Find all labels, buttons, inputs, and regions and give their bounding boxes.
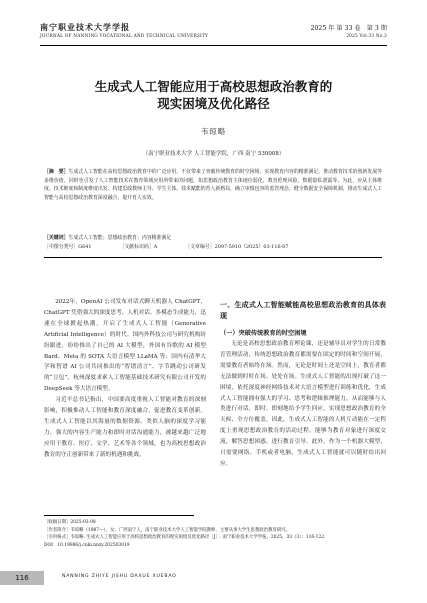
keywords-label: ［关键词］ xyxy=(44,235,69,241)
page-footer xyxy=(0,571,427,585)
clc-number: ［中图分类号］G641 xyxy=(44,244,92,250)
keywords xyxy=(44,234,382,243)
footnote-received: ［收稿日期］2025-03-08 xyxy=(44,520,96,525)
body-column-right xyxy=(220,300,386,470)
page-number: 116 xyxy=(0,571,44,585)
body-paragraph: 习近平总书记指出，中国要高度重视人工智能对教育的深刻影响，积极推动人工智能和教育深度融合，促进教育变革创新。生成式人工智能以其海量的数据资源、类似人脑的深度学习能力、强大的内容生产能力和即时对话沟通能力，被越来越广泛地应用于教育、医疗、文学、艺术等各个领域，也为高校思想政治教育的守正创新带来了新的机遇和挑战。 xyxy=(44,397,206,458)
keywords-text: 生成式人工智能；思想政治教育；内容精准满足 xyxy=(68,235,172,241)
footnotes xyxy=(44,519,386,549)
section-heading: 一、生成式人工智能赋能高校思想政治教育的具体表现 xyxy=(220,301,386,320)
body-column-left xyxy=(44,297,206,461)
abstract xyxy=(44,168,382,202)
classification-line xyxy=(44,243,382,250)
abstract-text: 生成式人工智能在高校思想政治教育中的广泛应用，不仅带来了突破传统教育的时空困境、实现教育内容的精准满足、推动教育技术的创新发展等多维价值，同时也引发了人工智能技术在教育领域应用所带来的问题，如思想政治教育主体地位弱化、教育伦理风险、数据隐私泄露等。为此，应从主体维度、技术维度和制度维度出发，构建思政教师主导、学生主体、技术赋能的育人新格局，确立审慎包容的监管理念，健全数据安全保障机制，推动生成式人工智能与高校思想政治教育深度融合，提升育人实效。 xyxy=(44,169,382,201)
footnote-rule xyxy=(44,515,194,516)
author-affiliation: （南宁职业技术大学 人工智能学院，广西 南宁 530008） xyxy=(142,151,285,157)
header-rule xyxy=(40,45,387,46)
footnote-doi: DOI：10.19886/j.cnki.nnzy.202503019 xyxy=(44,542,130,548)
abstract-label: ［摘 要］ xyxy=(44,169,69,175)
body-paragraph: 2022年，OpenAI 公司发布对话式聊天机器人 ChatGPT，ChatGPT 凭借强大的深度思考、人机对话、多模态生成能力，迅速在全球掀起热潮，开启了生成式人工智能（Generative Artificial Intelligence）的时代。国内外科技公司与研究机构纷纷跟进，纷纷推出了自己的 AI 大模型，外国有谷歌的 AI 模型 Bard、Meta 的 SOTA 大语言模型 LLaMA 等；国内有清华大学和智谱 AI 公司共同推出的“智谱清言”、字节跳动公司研发的“豆包”、杭州深度求索人工智能基础技术研究有限公司开发的 DeepSeek 等大语言模型。 xyxy=(44,299,206,393)
footnote-citation: ［引用格式］韦琼略. 生成式人工智能应用于高校思想政治教育的现实困境及优化路径［J］. 南宁职业技术大学学报，2025，33（3）：116-122. xyxy=(44,535,326,540)
title-line-1: 生成式人工智能应用于高校思想政治教育的 xyxy=(94,79,333,94)
subsection-heading: （一）突破传统教育的时空困境 xyxy=(220,330,307,337)
footnote-author-bio: ［作者简介］韦琼略（1987—），女，广西南宁人，南宁职业技术大学人工智能学院教师，主要从事大学生思想政治教育研究。 xyxy=(44,527,291,533)
abstract-rule xyxy=(44,257,382,258)
journal-name: 南宁职业技术大学学报 xyxy=(40,23,130,32)
issue-info-en: 2025 Vol.33 No.3 xyxy=(346,34,387,39)
article-number: ［文章编号］2097-5910（2025）03-116-07 xyxy=(185,244,289,250)
footer-journal-pinyin: NANNING ZHIYE JISHU DAXUE XUEBAO xyxy=(62,574,177,579)
body-paragraph: 无论是高校思想政治教育理论课，还是辅导员对学生的日常教育管理活动，传统思想政治教育都需要在固定的时间和空间开展，需要教育者始终在场。然而，无论是时间上还是空间上，教育者都无法做到时时在场、处处在场。生成式人工智能的出现打破了这一困境，依托深度神经网络技术对大语言模型进行训练和优化，生成式人工智能拥有强大的学习、思考和逻辑推理能力，从而能够与人类进行对话，即时、即刻地给予学生回应，实现思想政治教育的全天候、全方位覆盖。因此，生成式人工智能的人机互动能在一定程度上重现思想政治教育的活动过程，能够为教育对象进行深度交流，解答思想困惑，进行教育引导。此外，作为一个机器大模型，只需要网络、手机或者电脑，生成式人工智能就可以随时给出回应。 xyxy=(220,341,386,467)
journal-name-en: JOURNAL OF NANNING VOCATIONAL AND TECHNICAL UNIVERSITY xyxy=(40,34,209,39)
document-code: ［文献标识码］A xyxy=(119,244,158,250)
page-header xyxy=(40,22,387,39)
issue-info: 2025 年 第 33 卷 第 3 期 xyxy=(310,25,387,32)
author-name: 韦琼略 xyxy=(200,127,227,136)
article-title xyxy=(40,78,387,112)
title-line-2: 现实困境及优化路径 xyxy=(157,96,270,111)
